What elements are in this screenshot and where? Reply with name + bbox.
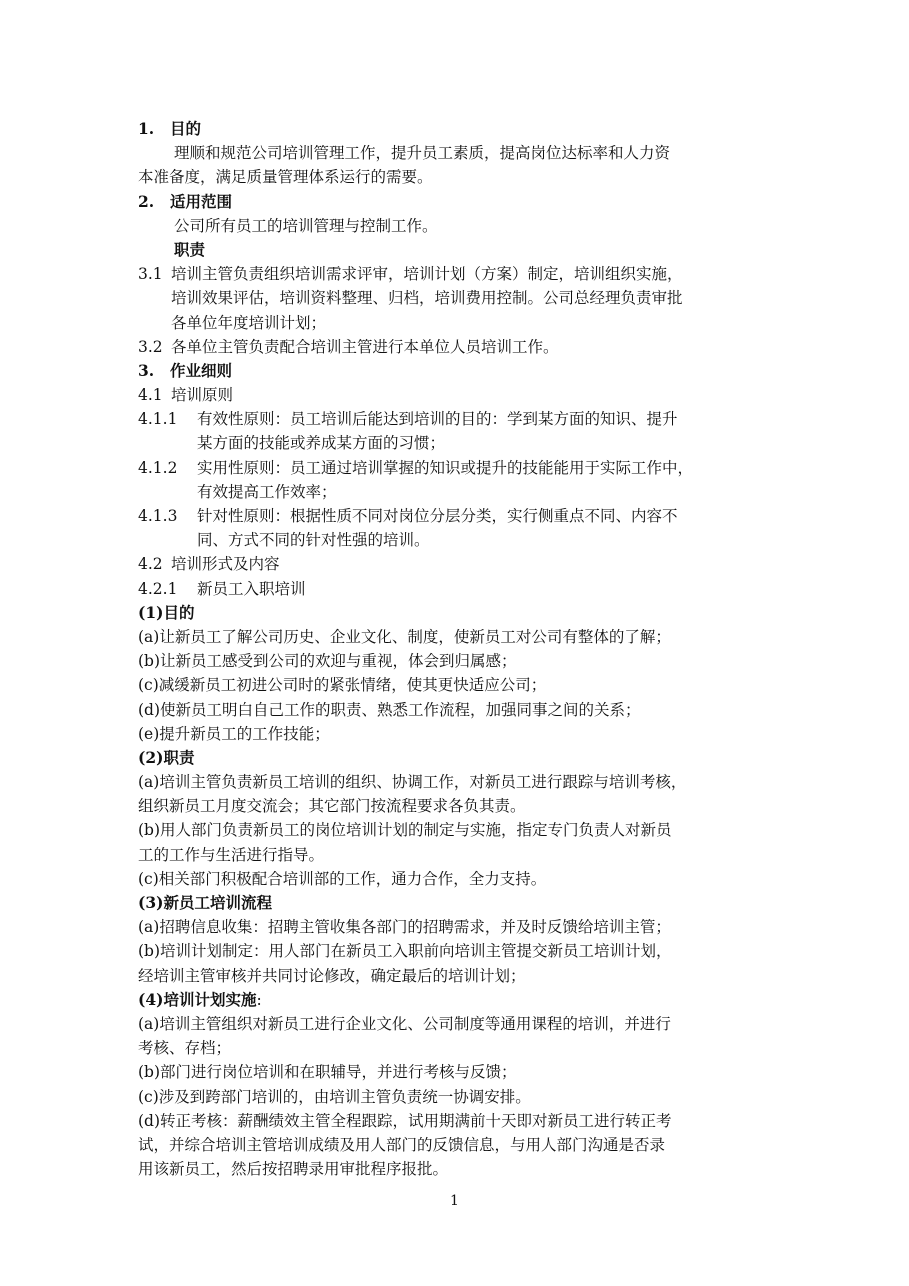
heading-text: (2)职责 (138, 747, 195, 767)
text-line (138, 698, 778, 722)
paragraph-text: 同、方式不同的针对性强的培训。 (197, 531, 430, 550)
paragraph-text: (b)培训计划制定：用人部门在新员工入职前向培训主管提交新员工培训计划， (138, 942, 672, 961)
text-line (138, 649, 778, 673)
text-line (138, 262, 778, 286)
document-body (138, 117, 778, 1181)
paragraph-text: 试，并综合培训主管培训成绩及用人部门的反馈信息，与用人部门沟通是否录 (138, 1135, 666, 1154)
paragraph-text: (c)涉及到跨部门培训的，由培训主管负责统一协调安排。 (138, 1087, 531, 1106)
page-number: 1 (450, 1193, 459, 1209)
text-line (138, 722, 778, 746)
paragraph-text: (a)让新员工了解公司历史、企业文化、制度，使新员工对公司有整体的了解； (138, 627, 671, 646)
heading-text: 适用范围 (170, 191, 233, 211)
paragraph-text: 考核、存档； (138, 1039, 232, 1058)
section-number: 2. (138, 191, 155, 211)
paragraph-text: (a)培训主管负责新员工培训的组织、协调工作，对新员工进行跟踪与培训考核， (138, 773, 687, 792)
paragraph-text: 工的工作与生活进行指导。 (138, 845, 325, 864)
paragraph-text: (d)转正考核：薪酬绩效主管全程跟踪，试用期满前十天即对新员工进行转正考 (138, 1111, 672, 1130)
text-line (138, 891, 778, 915)
text-line (138, 867, 778, 891)
heading-text: (3)新员工培训流程 (138, 893, 272, 912)
paragraph-text: 公司所有员工的培训管理与控制工作。 (174, 216, 438, 235)
text-line (138, 504, 778, 528)
section-number: 4.1.2 (138, 458, 178, 477)
paragraph-text: (a)招聘信息收集：招聘主管收集各部门的招聘需求，并及时反馈给培训主管； (138, 918, 671, 937)
paragraph-text: 某方面的技能或养成某方面的习惯； (197, 434, 446, 453)
paragraph-text: (c)相关部门积极配合培训部的工作，通力合作，全力支持。 (138, 869, 547, 888)
text-line (138, 625, 778, 649)
text-line (138, 335, 778, 359)
paragraph-text: (b)用人部门负责新员工的岗位培训计划的制定与实施，指定专门负责人对新员 (138, 821, 672, 840)
text-line (138, 1133, 778, 1157)
section-number: 3.2 (138, 337, 163, 356)
text-line (138, 214, 778, 238)
paragraph-text: 用该新员工，然后按招聘录用审批程序报批。 (138, 1160, 449, 1179)
paragraph-text: 组织新员工月度交流会；其它部门按流程要求各负其责。 (138, 797, 526, 816)
heading-text: 职责 (174, 239, 206, 259)
section-number: 4.1.3 (138, 507, 178, 525)
text-line (138, 577, 778, 601)
paragraph-text: 培训效果评估，培训资料整理、归档，培训费用控制。公司总经理负责审批 (171, 289, 683, 308)
paragraph-text: (e)提升新员工的工作技能； (138, 724, 330, 743)
text-line (138, 770, 778, 794)
paragraph-text: 经培训主管审核并共同讨论修改，确定最后的培训计划； (138, 966, 526, 985)
section-number: 4.2.1 (138, 579, 178, 598)
paragraph-text: 培训主管负责组织培训需求评审，培训计划（方案）制定，培训组织实施， (171, 265, 683, 284)
text-line (138, 915, 778, 939)
paragraph-text: 培训原则 (171, 386, 234, 405)
paragraph-text: 各单位主管负责配合培训主管进行本单位人员培训工作。 (171, 337, 559, 356)
text-line (138, 407, 778, 431)
text-line (138, 818, 778, 842)
text-line (138, 1012, 778, 1036)
section-number: 4.1.1 (138, 410, 178, 429)
paragraph-text: (a)培训主管组织对新员工进行企业文化、公司制度等通用课程的培训，并进行 (138, 1014, 671, 1033)
text-line (138, 165, 778, 189)
text-line (138, 843, 778, 867)
text-line (138, 601, 778, 625)
paragraph-text: 针对性原则：根据性质不同对岗位分层分类，实行侧重点不同、内容不 (197, 507, 678, 525)
section-number: 4.1 (138, 386, 163, 405)
text-line (138, 1036, 778, 1060)
heading-text: 目的 (170, 119, 202, 138)
paragraph-text: 有效性原则：员工培训后能达到培训的目的：学到某方面的知识、提升 (197, 410, 678, 429)
section-number: 3.1 (138, 265, 163, 284)
text-line (138, 141, 778, 165)
paragraph-text: (d)使新员工明白自己工作的职责、熟悉工作流程，加强同事之间的关系； (138, 700, 641, 719)
paragraph-text: 实用性原则：员工通过培训掌握的知识或提升的技能能用于实际工作中， (197, 458, 694, 477)
text-line (138, 964, 778, 988)
heading-text: 作业细则 (170, 360, 233, 380)
text-line (138, 1085, 778, 1109)
text-line (138, 1109, 778, 1133)
text-line (138, 456, 778, 480)
text-line (138, 794, 778, 818)
paragraph-text: (b)让新员工感受到公司的欢迎与重视，体会到归属感； (138, 652, 517, 671)
text-line (138, 359, 778, 383)
text-line (138, 286, 778, 310)
text-line (138, 1060, 778, 1084)
text-line (138, 1157, 778, 1181)
paragraph-text: 有效提高工作效率； (197, 482, 337, 501)
text-line (138, 988, 778, 1012)
text-line (138, 190, 778, 214)
text-line (138, 117, 778, 141)
paragraph-text: 培训形式及内容 (171, 555, 280, 574)
heading-text: (4)培训计划实施 (138, 989, 257, 1009)
text-line (138, 552, 778, 576)
text-line (138, 383, 778, 407)
text-line (138, 673, 778, 697)
section-number: 1. (138, 119, 155, 138)
text-line (138, 528, 778, 552)
paragraph-text: 理顺和规范公司培训管理工作，提升员工素质，提高岗位达标率和人力资 (174, 144, 671, 163)
text-line (138, 480, 778, 504)
paragraph-text: 本准备度，满足质量管理体系运行的需要。 (138, 168, 433, 187)
text-line (138, 746, 778, 770)
paragraph-text: 新员工入职培训 (197, 579, 306, 598)
heading-suffix: : (256, 990, 262, 1009)
paragraph-text: 各单位年度培训计划； (171, 313, 327, 332)
section-number: 3. (138, 360, 155, 380)
text-line (138, 939, 778, 963)
paragraph-text: (b)部门进行岗位培训和在职辅导，并进行考核与反馈； (138, 1063, 517, 1082)
text-line (138, 311, 778, 335)
text-line (138, 238, 778, 262)
section-number: 4.2 (138, 555, 163, 574)
text-line (138, 431, 778, 455)
heading-text: (1)目的 (138, 602, 195, 622)
paragraph-text: (c)减缓新员工初进公司时的紧张情绪，使其更快适应公司； (138, 676, 547, 695)
